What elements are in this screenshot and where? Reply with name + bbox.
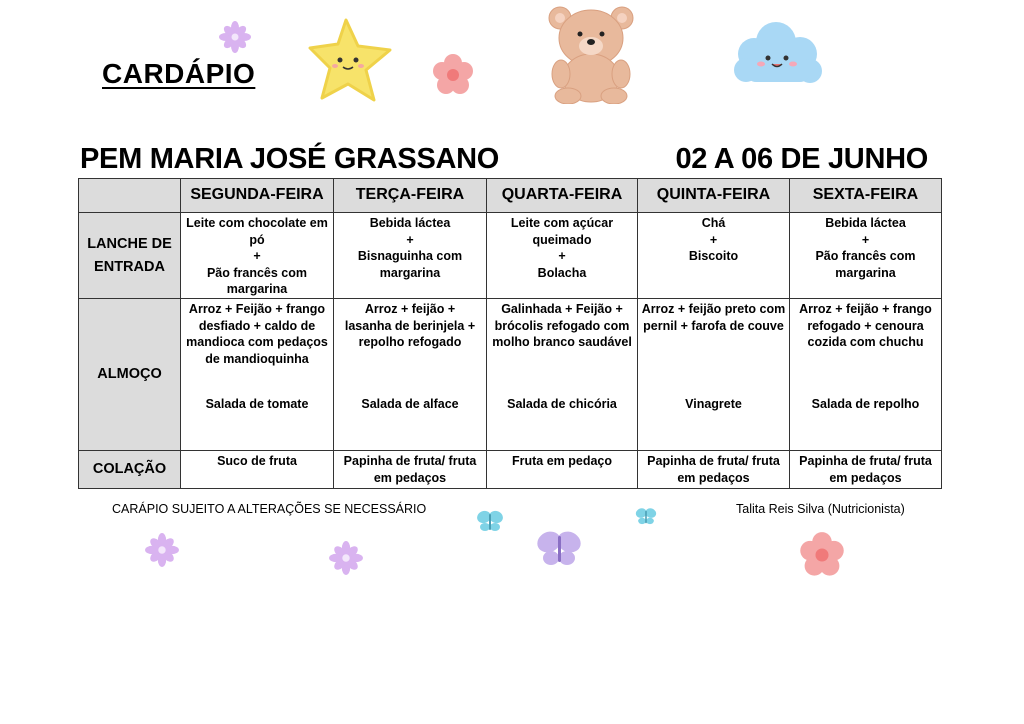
menu-cell: Papinha de fruta/ fruta em pedaços xyxy=(638,451,790,489)
butterfly-icon xyxy=(536,528,582,570)
menu-cell: Bebida láctea + Pão francês com margarina xyxy=(790,213,942,299)
day-header: SEGUNDA-FEIRA xyxy=(181,179,334,213)
school-name: PEM MARIA JOSÉ GRASSANO xyxy=(80,143,500,175)
menu-cell: Arroz + Feijão + frango desfiado + caldo de mandioca com pedaços de mandioquinha Salada de tomate xyxy=(181,299,334,451)
page-title: CARDÁPIO xyxy=(102,58,256,89)
flower-icon xyxy=(794,530,850,580)
menu-table xyxy=(78,178,942,489)
corner-cell xyxy=(79,179,181,213)
menu-cell: Arroz + feijão preto com pernil + farofa de couve Vinagrete xyxy=(638,299,790,451)
table-header-row xyxy=(79,179,942,213)
side-dish: Salada de repolho xyxy=(811,397,920,411)
date-range: 02 A 06 DE JUNHO xyxy=(675,143,928,175)
menu-cell: Papinha de fruta/ fruta em pedaços xyxy=(790,451,942,489)
butterfly-icon xyxy=(635,506,657,528)
table-row-colacao xyxy=(79,451,942,489)
table-row-almoco xyxy=(79,299,942,451)
row-label-colacao: COLAÇÃO xyxy=(79,451,181,489)
flower-icon xyxy=(218,20,252,54)
star-icon xyxy=(308,16,398,104)
cloud-icon xyxy=(730,16,826,88)
nutritionist-signature: Talita Reis Silva (Nutricionista) xyxy=(736,502,905,516)
row-label-almoco: ALMOÇO xyxy=(79,299,181,451)
flower-icon xyxy=(430,52,476,98)
menu-cell: Leite com chocolate em pó + Pão francês com margarina xyxy=(181,213,334,299)
menu-cell: Leite com açúcar queimado + Bolacha xyxy=(487,213,638,299)
day-header: SEXTA-FEIRA xyxy=(790,179,942,213)
menu-cell: Galinhada + Feijão + brócolis refogado com molho branco saudável Salada de chicória xyxy=(487,299,638,451)
butterfly-icon xyxy=(476,508,504,536)
side-dish: Salada de alface xyxy=(361,397,459,411)
side-dish: Salada de chicória xyxy=(507,397,617,411)
flower-icon xyxy=(328,540,364,576)
menu-cell: Arroz + feijão + frango refogado + cenoura cozida com chuchu Salada de repolho xyxy=(790,299,942,451)
menu-cell: Bebida láctea + Bisnaguinha com margarina xyxy=(334,213,487,299)
day-header: QUARTA-FEIRA xyxy=(487,179,638,213)
menu-cell: Chá + Biscoito xyxy=(638,213,790,299)
day-header: TERÇA-FEIRA xyxy=(334,179,487,213)
flower-icon xyxy=(144,532,180,568)
menu-cell: Suco de fruta xyxy=(181,451,334,489)
side-dish: Vinagrete xyxy=(685,397,742,411)
row-label-lanche: LANCHE DE ENTRADA xyxy=(79,213,181,299)
disclaimer-note: CARÁPIO SUJEITO A ALTERAÇÕES SE NECESSÁRIO xyxy=(112,502,427,516)
table-row-lanche xyxy=(79,213,942,299)
side-dish: Salada de tomate xyxy=(205,397,309,411)
menu-cell: Arroz + feijão + lasanha de berinjela + repolho refogado Salada de alface xyxy=(334,299,487,451)
day-header: QUINTA-FEIRA xyxy=(638,179,790,213)
menu-cell: Fruta em pedaço xyxy=(487,451,638,489)
menu-cell: Papinha de fruta/ fruta em pedaços xyxy=(334,451,487,489)
teddy-bear-icon xyxy=(544,4,638,104)
